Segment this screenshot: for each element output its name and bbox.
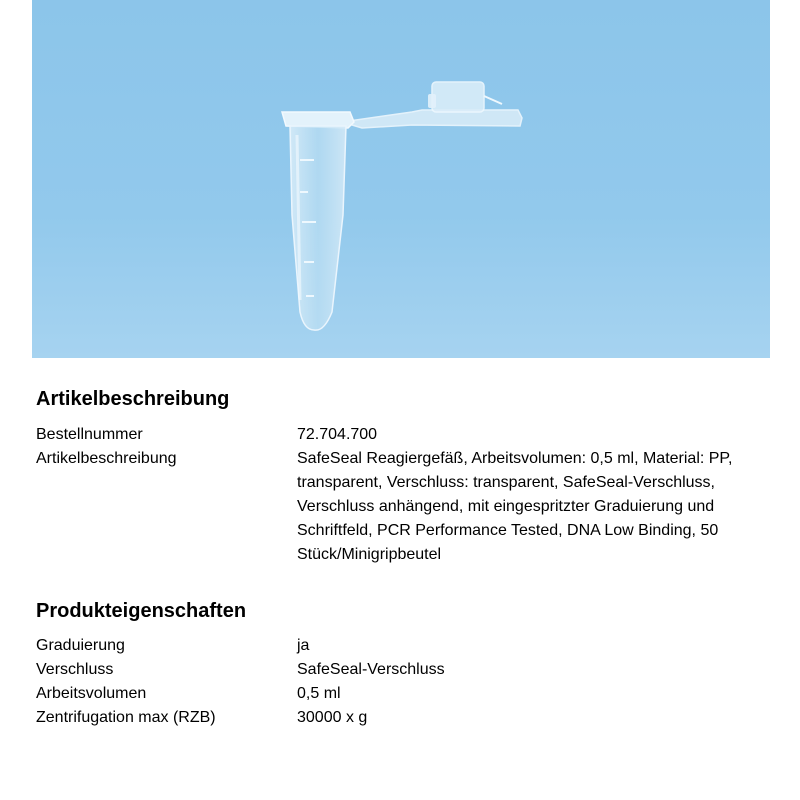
row-value: 72.704.700 <box>297 426 378 443</box>
row-label: Graduierung <box>36 637 125 654</box>
row-label: Zentrifugation max (RZB) <box>36 709 216 726</box>
row-label: Arbeitsvolumen <box>36 685 147 702</box>
row-label: Artikelbeschreibung <box>36 450 177 467</box>
safeseal-tube-icon <box>32 0 770 358</box>
row-value: 30000 x g <box>297 709 368 726</box>
section-title-properties: Produkteigenschaften <box>36 600 247 622</box>
row-label: Bestellnummer <box>36 426 143 443</box>
row-value: 0,5 ml <box>297 685 341 702</box>
row-label: Verschluss <box>36 661 114 678</box>
row-value: SafeSeal-Verschluss <box>297 661 445 678</box>
section-title-article: Artikelbeschreibung <box>36 388 230 410</box>
row-value: ja <box>297 637 310 654</box>
product-image <box>32 0 770 358</box>
row-value: SafeSeal Reagiergefäß, Arbeitsvolumen: 0,5 ml, Material: PP, transparent, Verschluss: transparent, SafeSeal-Verschluss, Verschluss anhängend, mit eingespritzter Graduierung und Schriftfeld, PCR Performance Tested, DNA Low Binding, 50 Stück/Minigripbeutel <box>297 450 733 563</box>
